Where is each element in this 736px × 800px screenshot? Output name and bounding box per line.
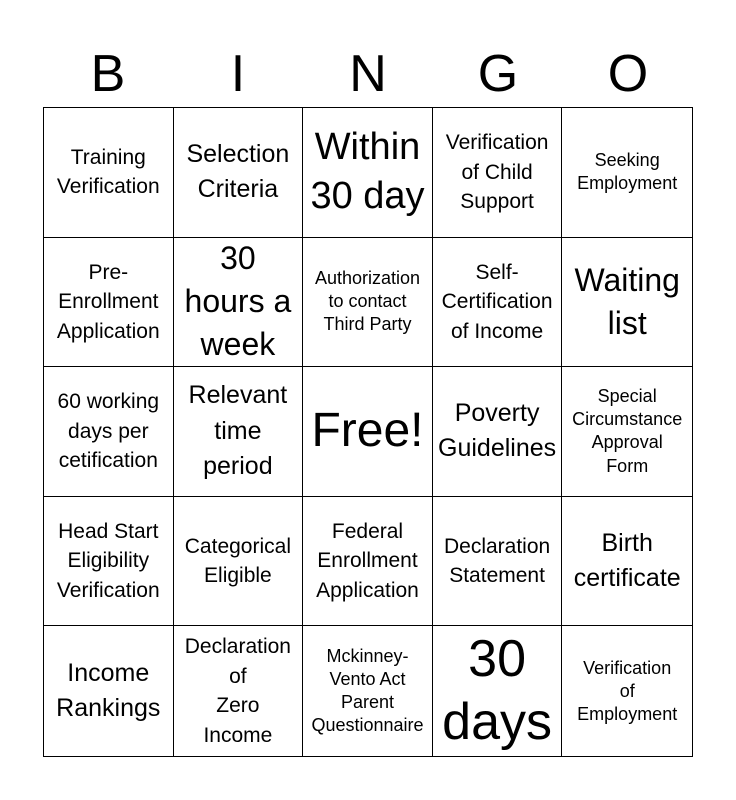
bingo-cell [44, 108, 174, 238]
header-letter-g: G [477, 45, 519, 103]
bingo-cell [433, 108, 563, 238]
cell-text: Verification of Employment [577, 657, 678, 724]
cell-text: Verification of Child Support [445, 131, 549, 213]
free-space [303, 367, 433, 497]
bingo-cell [562, 108, 692, 238]
cell-text: Categorical Eligible [184, 534, 291, 588]
free-space-text: Free! [311, 404, 424, 458]
bingo-cell [562, 238, 692, 368]
cell-text: 30 hours a week [184, 240, 292, 363]
cell-text: Relevant time period [188, 381, 288, 481]
bingo-cell [433, 626, 563, 756]
bingo-board [43, 107, 693, 757]
cell-text: Pre- Enrollment Application [56, 260, 160, 343]
bingo-cell [433, 367, 563, 497]
header-letter-i: I [230, 45, 246, 103]
cell-text: 60 working days per cetification [57, 390, 160, 473]
bingo-cell [303, 626, 433, 756]
cell-text: Within 30 day [310, 125, 425, 218]
cell-text: Poverty Guidelines [438, 398, 557, 463]
bingo-cell [44, 367, 174, 497]
bingo-cell [44, 497, 174, 627]
cell-text: Authorization to contact Third Party [314, 268, 421, 335]
cell-text: Birth certificate [573, 528, 681, 593]
cell-text: Declaration Statement [443, 534, 551, 588]
bingo-cell [44, 238, 174, 368]
bingo-cell [433, 497, 563, 627]
header-letter-b: B [90, 45, 126, 103]
cell-text: Self- Certification of Income [441, 260, 553, 343]
bingo-cell [303, 238, 433, 368]
bingo-cell [174, 238, 304, 368]
cell-text: Federal Enrollment Application [316, 520, 419, 602]
bingo-cell [562, 626, 692, 756]
cell-text: Head Start Eligibility Verification [56, 520, 160, 602]
bingo-cell [174, 626, 304, 756]
bingo-cell [303, 497, 433, 627]
cell-text: Training Verification [56, 145, 160, 199]
bingo-cell [174, 367, 304, 497]
bingo-cell [174, 108, 304, 238]
header-letter-o: O [607, 45, 649, 103]
bingo-cell [562, 497, 692, 627]
bingo-cell [174, 497, 304, 627]
cell-text: 30 days [442, 629, 553, 752]
bingo-cell [562, 367, 692, 497]
bingo-header [43, 40, 693, 108]
cell-text: Selection Criteria [186, 139, 290, 204]
cell-text: Mckinney- Vento Act Parent Questionnaire [311, 646, 424, 736]
cell-text: Income Rankings [56, 658, 161, 723]
cell-text: Special Circumstance Approval Form [572, 386, 683, 476]
bingo-cell [44, 626, 174, 756]
cell-text: Waiting list [574, 261, 680, 341]
cell-text: Seeking Employment [577, 150, 678, 194]
bingo-cell [303, 108, 433, 238]
cell-text: Declaration of Zero Income [184, 635, 291, 747]
bingo-cell [433, 238, 563, 368]
header-letter-n: N [349, 45, 387, 103]
